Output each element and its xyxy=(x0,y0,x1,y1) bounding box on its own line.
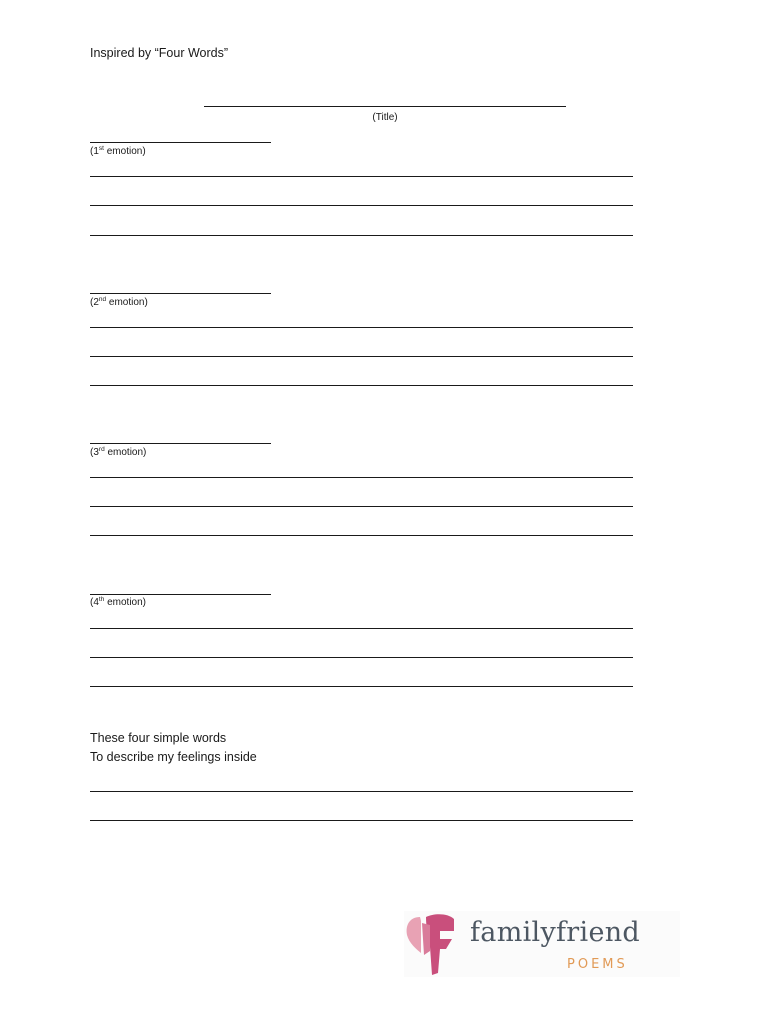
emotion-1-writing-line[interactable] xyxy=(90,176,633,177)
emotion-4-label: (4th emotion) xyxy=(90,596,147,608)
title-line[interactable] xyxy=(204,106,566,107)
emotion-2-writing-line[interactable] xyxy=(90,385,633,386)
emotion-3-writing-line[interactable] xyxy=(90,477,633,478)
emotion-4-word-line[interactable] xyxy=(90,594,271,595)
emotion-3-writing-line[interactable] xyxy=(90,506,633,507)
emotion-4-writing-line[interactable] xyxy=(90,657,633,658)
logo-subtitle: POEMS xyxy=(567,957,628,972)
closing-writing-line[interactable] xyxy=(90,791,633,792)
emotion-1-writing-line[interactable] xyxy=(90,235,633,236)
emotion-4-writing-line[interactable] xyxy=(90,686,633,687)
emotion-3-label: (3rd emotion) xyxy=(90,446,147,458)
closing-line-1: These four simple words xyxy=(90,731,227,745)
familyfriend-poems-logo xyxy=(404,911,680,977)
emotion-1-word-line[interactable] xyxy=(90,142,271,143)
emotion-1-label: (1st emotion) xyxy=(90,145,146,157)
heart-logo-icon xyxy=(404,911,464,977)
title-label: (Title) xyxy=(372,112,398,123)
emotion-2-label: (2nd emotion) xyxy=(90,296,148,308)
emotion-3-word-line[interactable] xyxy=(90,443,271,444)
closing-text xyxy=(90,729,257,767)
closing-line-2: To describe my feelings inside xyxy=(90,750,257,764)
emotion-3-writing-line[interactable] xyxy=(90,535,633,536)
emotion-4-writing-line[interactable] xyxy=(90,628,633,629)
worksheet-header: Inspired by “Four Words” xyxy=(90,46,229,60)
emotion-2-word-line[interactable] xyxy=(90,293,271,294)
emotion-2-writing-line[interactable] xyxy=(90,327,633,328)
closing-writing-line[interactable] xyxy=(90,820,633,821)
logo-wordmark: familyfriend xyxy=(470,917,641,948)
emotion-2-writing-line[interactable] xyxy=(90,356,633,357)
emotion-1-writing-line[interactable] xyxy=(90,205,633,206)
